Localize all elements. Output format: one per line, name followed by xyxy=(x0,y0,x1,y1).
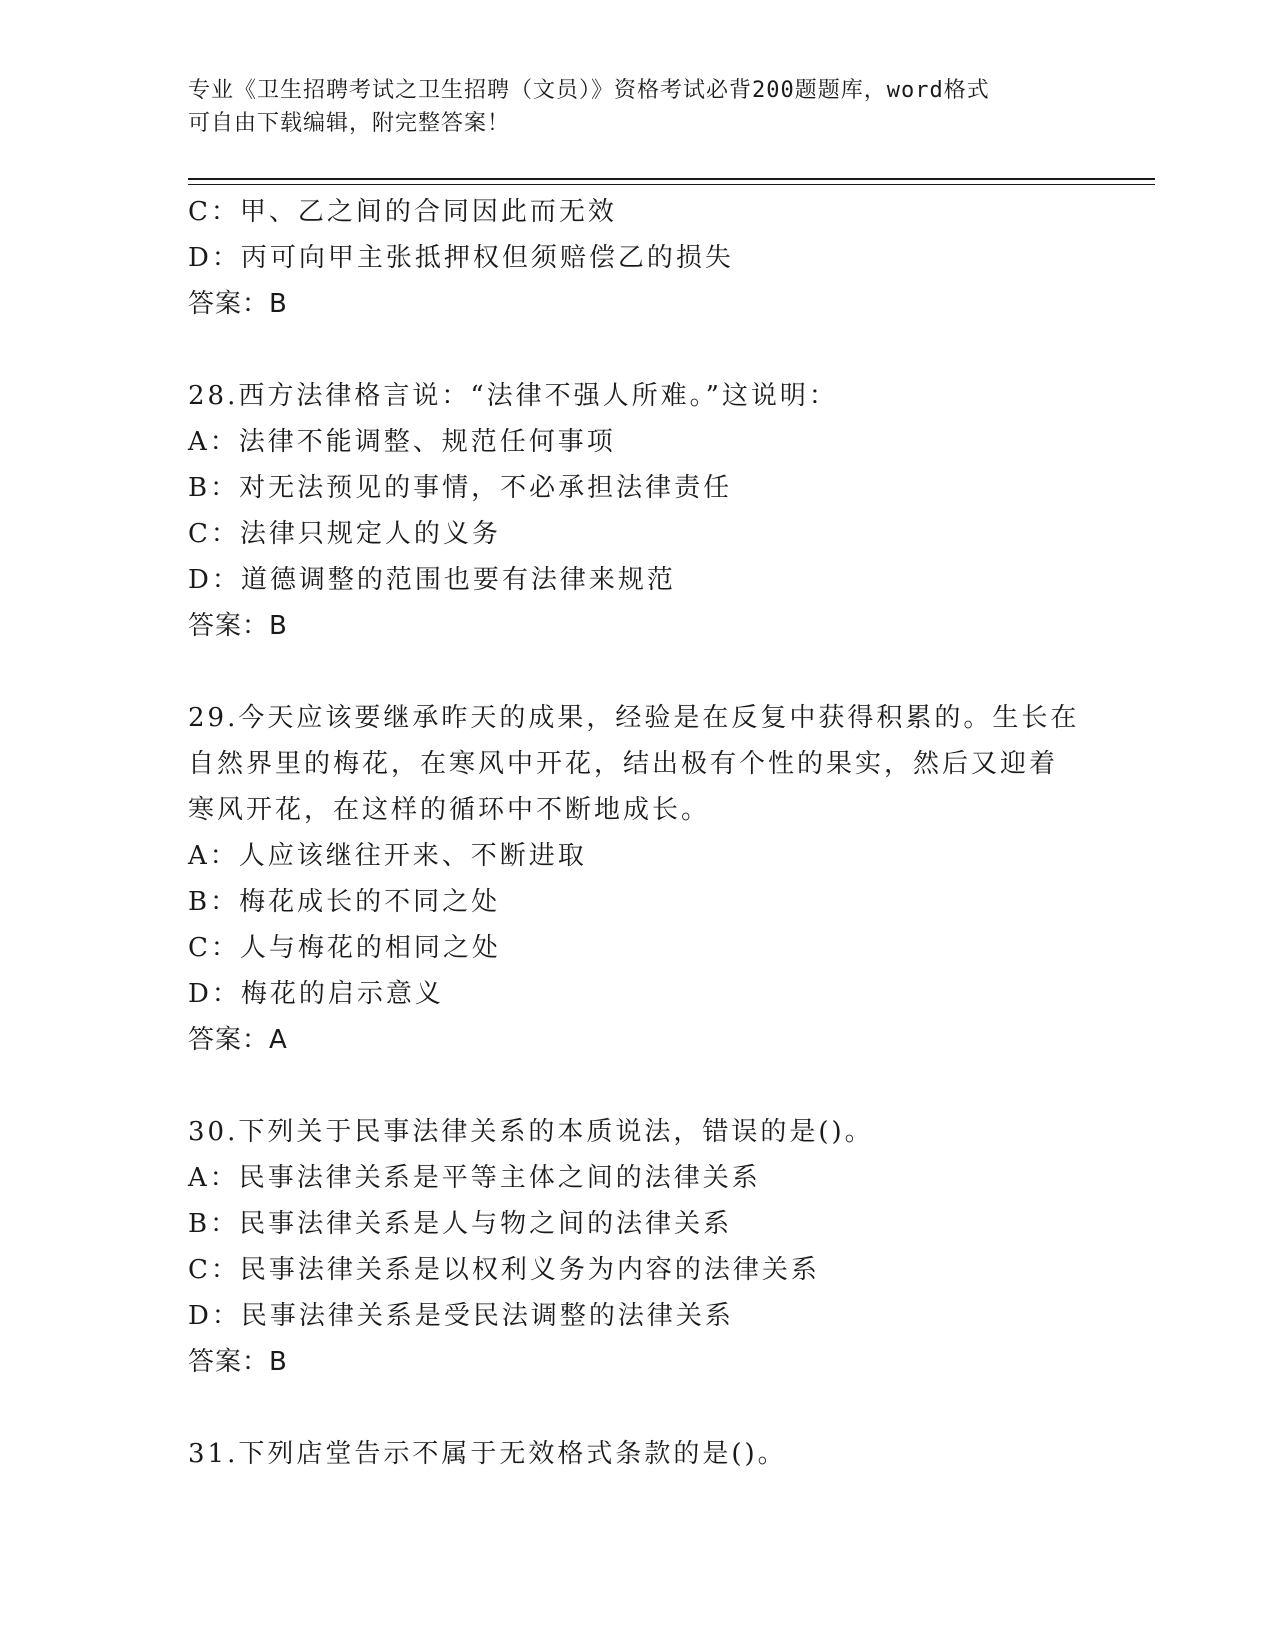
question-block-previous xyxy=(188,189,1088,327)
question-text: 31.下列店堂告示不属于无效格式条款的是()。 xyxy=(188,1439,787,1469)
option-d: D：梅花的启示意义 xyxy=(188,979,444,1009)
option-a: A：民事法律关系是平等主体之间的法律关系 xyxy=(188,1163,761,1193)
option-b: B：梅花成长的不同之处 xyxy=(188,887,501,917)
header-rule-thin xyxy=(188,184,1155,185)
answer-label: 答案：B xyxy=(188,289,288,319)
spacer xyxy=(188,327,1088,373)
option-d: D：道德调整的范围也要有法律来规范 xyxy=(188,565,676,595)
question-block-28 xyxy=(188,373,1088,649)
spacer xyxy=(188,1385,1088,1431)
option-c: C：人与梅花的相同之处 xyxy=(188,933,501,963)
question-text: 30.下列关于民事法律关系的本质说法，错误的是()。 xyxy=(188,1117,874,1147)
answer-label: 答案：B xyxy=(188,1347,288,1377)
spacer xyxy=(188,649,1088,695)
option-b: B：对无法预见的事情，不必承担法律责任 xyxy=(188,473,733,503)
option-d: D：民事法律关系是受民法调整的法律关系 xyxy=(188,1301,734,1331)
option-c: C：民事法律关系是以权利义务为内容的法律关系 xyxy=(188,1255,820,1285)
option-a: A：法律不能调整、规范任何事项 xyxy=(188,427,616,457)
header-line-2: 可自由下载编辑，附完整答案！ xyxy=(188,111,511,136)
question-text-line-1: 29.今天应该要继承昨天的成果，经验是在反复中获得积累的。生长在 xyxy=(188,703,1080,733)
option-a: A：人应该继往开来、不断进取 xyxy=(188,841,587,871)
question-text: 28.西方法律格言说：“法律不强人所难。”这说明： xyxy=(188,381,838,411)
answer-label: 答案：B xyxy=(188,611,288,641)
question-block-29 xyxy=(188,695,1088,1063)
question-block-31 xyxy=(188,1431,1088,1477)
option-b: B：民事法律关系是人与物之间的法律关系 xyxy=(188,1209,733,1239)
question-list xyxy=(188,189,1088,1477)
option-c: C：甲、乙之间的合同因此而无效 xyxy=(188,197,617,227)
document-header xyxy=(188,74,1068,140)
answer-label: 答案：A xyxy=(188,1025,288,1055)
option-d: D：丙可向甲主张抵押权但须赔偿乙的损失 xyxy=(188,243,734,273)
question-text-line-2: 自然界里的梅花，在寒风中开花，结出极有个性的果实，然后又迎着 xyxy=(188,749,1059,779)
header-line-1: 专业《卫生招聘考试之卫生招聘（文员）》资格考试必背200题题库，word格式 xyxy=(188,78,990,103)
spacer xyxy=(188,1063,1088,1109)
header-rule-thick xyxy=(188,178,1155,180)
option-c: C：法律只规定人的义务 xyxy=(188,519,501,549)
question-text-line-3: 寒风开花，在这样的循环中不断地成长。 xyxy=(188,795,711,825)
question-block-30 xyxy=(188,1109,1088,1385)
